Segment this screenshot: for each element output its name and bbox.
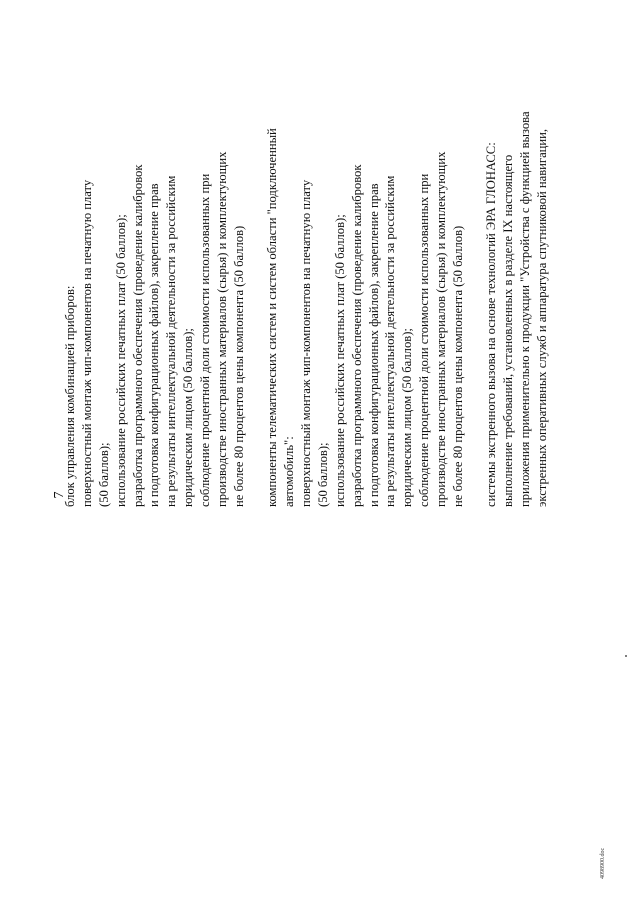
paragraph-block [62, 17, 248, 507]
text-line: производстве иностранных материалов (сырья) и комплектующих [434, 151, 449, 507]
paragraph-block [483, 17, 551, 507]
text-line: выполнение требований, установленных в разделе IX настоящего [501, 154, 516, 507]
text-line: автомобиль": [282, 436, 297, 507]
text-line: блок управления комбинацией приборов: [63, 285, 77, 507]
text-line: производстве иностранных материалов (сырья) и комплектующих [215, 151, 230, 507]
text-line: системы экстренного вызова на основе технологий ЭРА ГЛОНАСС: [484, 142, 499, 507]
text-line: и подготовка конфигурационных файлов), закрепление прав [147, 183, 162, 507]
text-line: экстренных оперативных служб и аппаратура спутниковой навигации, [534, 128, 549, 507]
paragraph-block [264, 17, 467, 507]
stray-mark [625, 655, 627, 657]
document-body [62, 17, 551, 507]
text-line: юридическим лицом (50 баллов); [400, 328, 415, 507]
document-file-reference: 4098900.doc [600, 847, 606, 879]
text-line: не более 80 процентов цены компонента (50 баллов) [231, 225, 246, 507]
paragraph-gap [248, 17, 264, 507]
text-line: разработка программного обеспечения (проведение калибровок [349, 164, 364, 507]
text-line: соблюдение процентной доли стоимости использованных при [417, 173, 432, 507]
text-line: поверхностный монтаж чип-компонентов на печатную плату [298, 179, 313, 507]
text-line: поверхностный монтаж чип-компонентов на печатную плату [79, 179, 94, 507]
text-line: на результаты интеллектуальной деятельности за российским [383, 175, 398, 507]
text-line: приложения применительно к продукции "Устройства с функцией вызова [518, 111, 533, 507]
text-line: юридическим лицом (50 баллов); [181, 328, 196, 507]
paragraph-gap [467, 17, 483, 507]
text-line: (50 баллов); [96, 442, 111, 507]
text-line: не более 80 процентов цены компонента (50 баллов) [450, 225, 465, 507]
text-line: разработка программного обеспечения (проведение калибровок [130, 164, 145, 507]
text-line: и подготовка конфигурационных файлов), закрепление прав [366, 183, 381, 507]
page-number: 7 [52, 491, 67, 499]
text-line: использование российских печатных плат (50 баллов); [332, 214, 347, 507]
text-line: компоненты телематических систем и систем области "подключенный [265, 128, 280, 507]
text-line: соблюдение процентной доли стоимости использованных при [198, 173, 213, 507]
text-line: (50 баллов); [315, 442, 330, 507]
text-line: на результаты интеллектуальной деятельности за российским [164, 175, 179, 507]
text-line: использование российских печатных плат (50 баллов); [113, 214, 128, 507]
